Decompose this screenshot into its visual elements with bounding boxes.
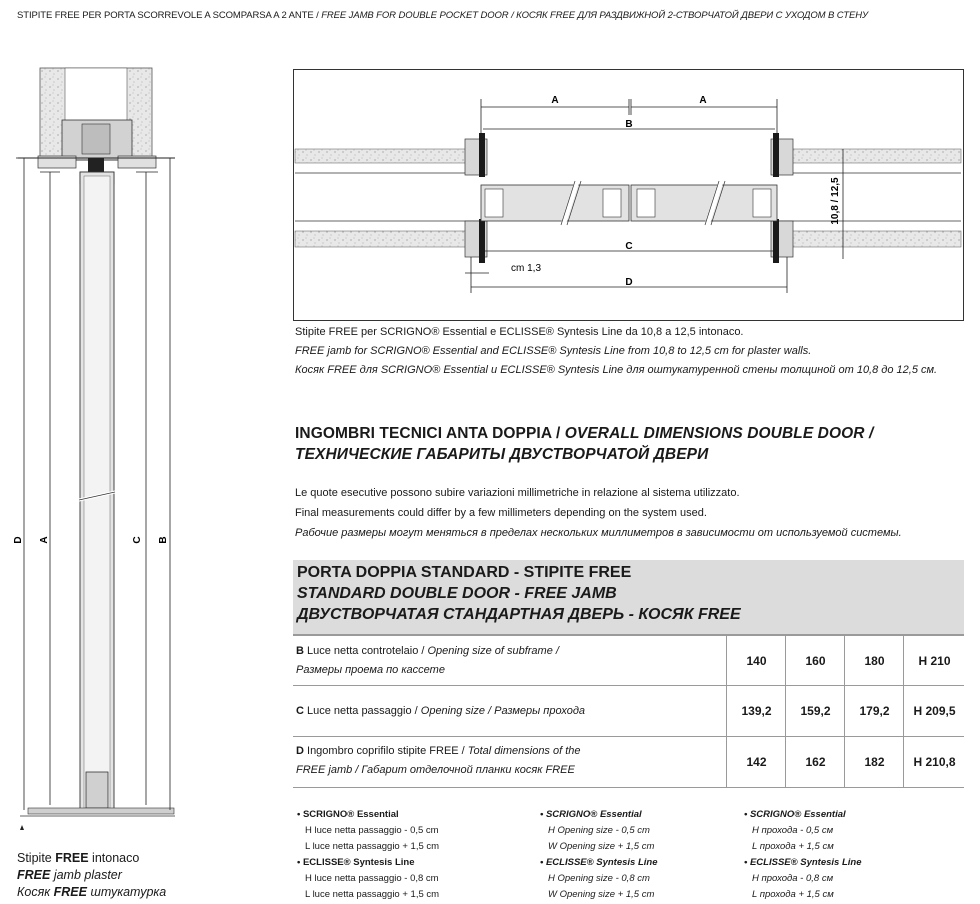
side-caption-en: FREE jamb plaster: [17, 868, 122, 882]
side-caption-it: Stipite FREE intonaco: [17, 851, 140, 865]
plan-label-a1: A: [551, 95, 559, 106]
table-cell: 140: [726, 636, 786, 685]
table-cell: 160: [785, 636, 845, 685]
wall-right-bottom: [783, 231, 961, 247]
foot-c2-s1b: W Opening size + 1,5 cm: [548, 841, 655, 852]
table-cell: 162: [785, 737, 845, 787]
foot-c2-s2b: W Opening size + 1,5 cm: [548, 889, 655, 900]
plan-label-c: C: [625, 241, 633, 252]
foot-c1-s2b: L luce netta passaggio + 1,5 cm: [305, 889, 440, 900]
header-it: STIPITE FREE PER PORTA SCORREVOLE A SCOMPARSA A 2 ANTE /: [17, 10, 322, 21]
foot-c1-s1a: H luce netta passaggio - 0,5 cm: [305, 825, 439, 836]
wall-right-top: [783, 149, 961, 163]
row-label: D Ingombro coprifilo stipite FREE / Total dimensions of the FREE jamb / Габарит отделочной планки косяк FREE: [296, 745, 581, 776]
note-ru: Рабочие размеры могут меняться в пределах нескольких миллиметров в зависимости от используемой системы.: [295, 527, 902, 539]
foot-c2-s1a: H Opening size - 0,5 cm: [548, 825, 650, 836]
foot-c3-s2: • ECLISSE® Syntesis Line: [744, 857, 862, 868]
table-cell: H 210: [903, 636, 965, 685]
plan-label-b: B: [625, 119, 633, 130]
table-cell: 142: [726, 737, 786, 787]
foot-c3-s2a: H прохода - 0,8 см: [752, 873, 834, 884]
table-cell: 182: [844, 737, 904, 787]
table-header: [293, 560, 964, 636]
drawing-caption-it: Stipite FREE per SCRIGNO® Essential e ECLISSE® Syntesis Line da 10,8 a 12,5 intonaco.: [295, 326, 744, 338]
table-row: [293, 636, 964, 686]
plan-label-a2: A: [699, 95, 707, 106]
drawing-caption-ru: Косяк FREE для SCRIGNO® Essential и ECLISSE® Syntesis Line для оштукатуренной стены толщиной от 10,8 до 12,5 см.: [295, 364, 938, 376]
plan-label-d: D: [625, 277, 633, 288]
foot-c2-s2: • ECLISSE® Syntesis Line: [540, 857, 658, 868]
table-cell: H 209,5: [903, 686, 965, 736]
table-row: [293, 686, 964, 737]
foot-c2-s2a: H Opening size - 0,8 cm: [548, 873, 650, 884]
plan-label-cm: cm 1,3: [511, 263, 542, 274]
section-title-ru: ТЕХНИЧЕСКИЕ ГАБАРИТЫ ДВУСТВОРЧАТОЙ ДВЕРИ: [295, 446, 709, 463]
wall-left-bottom: [295, 231, 475, 247]
table-cell: 139,2: [726, 686, 786, 736]
section-title: INGOMBRI TECNICI ANTA DOPPIA / OVERALL DIMENSIONS DOUBLE DOOR /: [295, 425, 874, 442]
side-caption-ru: Косяк FREE штукатурка: [17, 885, 167, 899]
foot-c1-s2: • ECLISSE® Syntesis Line: [297, 857, 415, 868]
vertical-section-drawing: [0, 60, 200, 830]
wall-left-top: [295, 149, 475, 163]
foot-c3-s1b: L прохода + 1,5 см: [752, 841, 834, 852]
foot-c3-s1: • SCRIGNO® Essential: [744, 809, 846, 820]
table-title-en: STANDARD DOUBLE DOOR - FREE JAMB: [297, 585, 617, 602]
dim-label-d: D: [13, 536, 24, 544]
table-cell: 159,2: [785, 686, 845, 736]
foot-c2-s1: • SCRIGNO® Essential: [540, 809, 642, 820]
table-row: [293, 737, 964, 788]
dim-label-a: A: [39, 536, 50, 544]
plan-label-wall: 10,8 / 12,5: [830, 177, 841, 225]
dim-label-b: B: [158, 536, 169, 544]
foot-c1-s2a: H luce netta passaggio - 0,8 cm: [305, 873, 439, 884]
table-cell: H 210,8: [903, 737, 965, 787]
foot-c3-s1a: H прохода - 0,5 см: [752, 825, 834, 836]
row-label: C Luce netta passaggio / Opening size / Размеры прохода: [296, 705, 586, 717]
hanger-icon: [88, 158, 104, 172]
note-en: Final measurements could differ by a few millimeters depending on the system used.: [295, 507, 707, 519]
note-it: Le quote esecutive possono subire variazioni millimetriche in relazione al sistema utilizzato.: [295, 487, 740, 499]
table-title-it: PORTA DOPPIA STANDARD - STIPITE FREE: [297, 564, 632, 581]
table-cell: 179,2: [844, 686, 904, 736]
plan-section-drawing: [293, 69, 964, 321]
foot-c3-s2b: L прохода + 1,5 см: [752, 889, 834, 900]
row-label: B Luce netta controtelaio / Opening size of subframe / Размеры проема по кассете: [296, 645, 559, 676]
table-title-ru: ДВУСТВОРЧАТАЯ СТАНДАРТНАЯ ДВЕРЬ - КОСЯК FREE: [297, 606, 741, 623]
table-cell: 180: [844, 636, 904, 685]
drawing-caption-en: FREE jamb for SCRIGNO® Essential and ECLISSE® Syntesis Line from 10,8 to 12,5 cm for plaster walls.: [295, 345, 812, 357]
header-en-ru: FREE JAMB FOR DOUBLE POCKET DOOR / КОСЯК FREE ДЛЯ РАЗДВИЖНОЙ 2-СТВОРЧАТОЙ ДВЕРИ С УХОДОМ В СТЕНУ: [321, 10, 868, 21]
foot-c1-s1: • SCRIGNO® Essential: [297, 809, 399, 820]
page-header: [17, 10, 868, 21]
dim-label-c: C: [132, 536, 143, 544]
foot-c1-s1b: L luce netta passaggio + 1,5 cm: [305, 841, 440, 852]
